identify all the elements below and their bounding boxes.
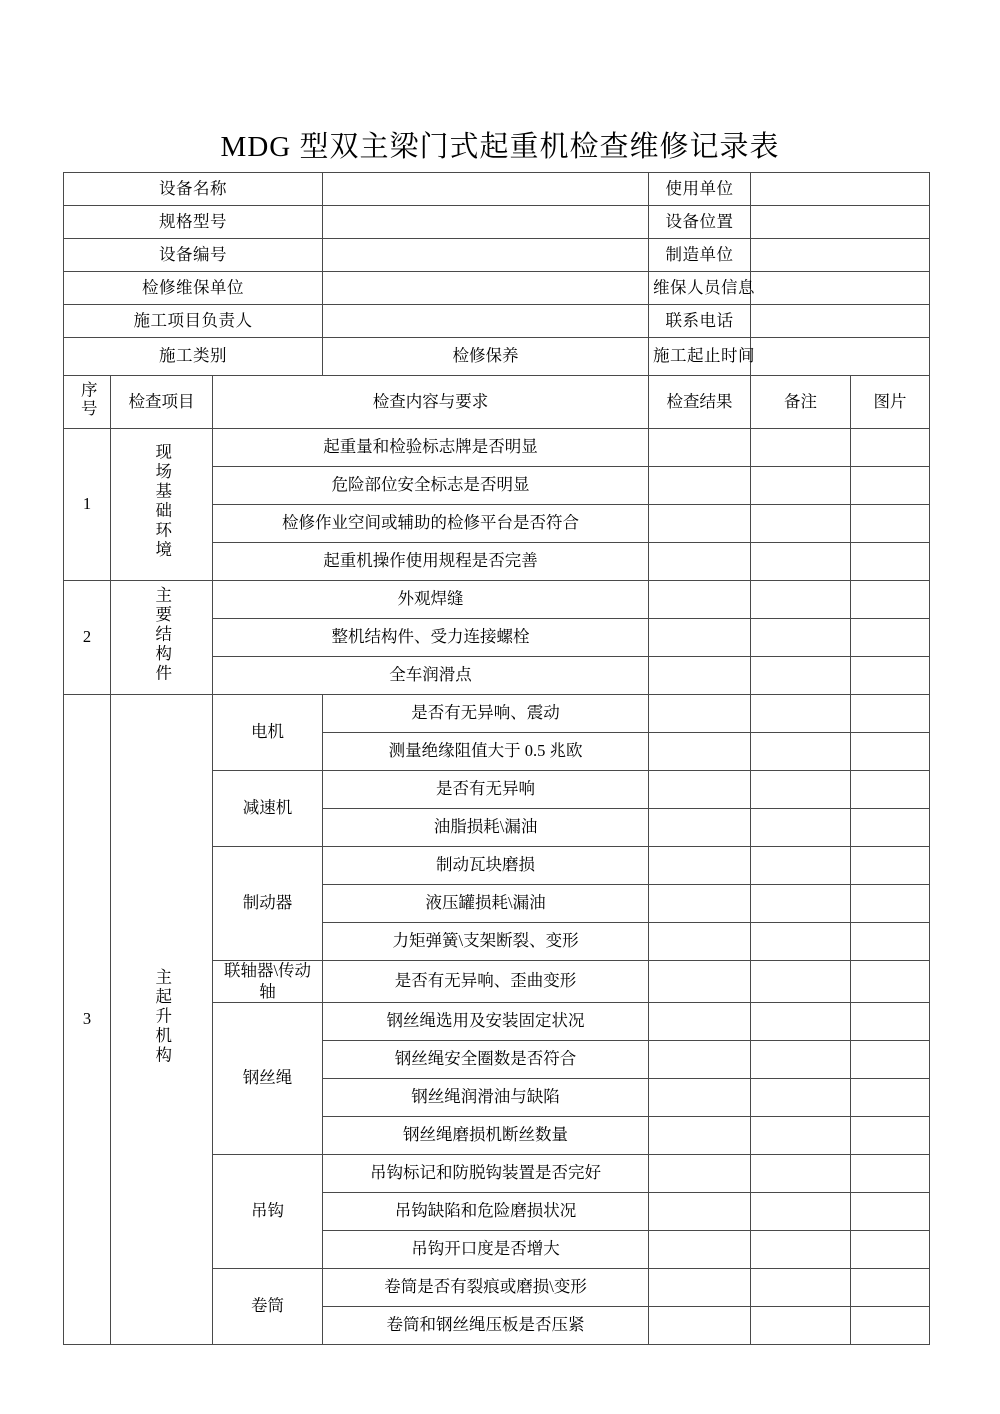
inspection-remark-cell[interactable] <box>751 1231 851 1269</box>
inspection-result-cell[interactable] <box>649 885 751 923</box>
inspection-result-cell[interactable] <box>649 1307 751 1345</box>
meta-label-right: 设备位置 <box>649 206 751 239</box>
column-header-remark: 备注 <box>751 376 851 429</box>
inspection-content: 起重量和检验标志牌是否明显 <box>213 429 649 467</box>
inspection-result-cell[interactable] <box>649 809 751 847</box>
inspection-result-cell[interactable] <box>649 1079 751 1117</box>
inspection-content: 吊钩缺陷和危险磨损状况 <box>323 1193 649 1231</box>
inspection-photo-cell[interactable] <box>851 1231 930 1269</box>
inspection-result-cell[interactable] <box>649 1041 751 1079</box>
inspection-result-cell[interactable] <box>649 771 751 809</box>
section-index: 2 <box>64 581 111 695</box>
inspection-remark-cell[interactable] <box>751 619 851 657</box>
meta-value-right[interactable] <box>751 239 930 272</box>
column-header-result: 检查结果 <box>649 376 751 429</box>
meta-label-left: 施工项目负责人 <box>64 305 323 338</box>
inspection-remark-cell[interactable] <box>751 733 851 771</box>
inspection-content: 钢丝绳磨损机断丝数量 <box>323 1117 649 1155</box>
inspection-photo-cell[interactable] <box>851 1269 930 1307</box>
meta-row <box>64 239 930 272</box>
subgroup-name: 吊钩 <box>213 1155 323 1269</box>
inspection-content: 卷筒是否有裂痕或磨损\变形 <box>323 1269 649 1307</box>
inspection-result-cell[interactable] <box>649 467 751 505</box>
inspection-photo-cell[interactable] <box>851 733 930 771</box>
inspection-result-cell[interactable] <box>649 1231 751 1269</box>
inspection-photo-cell[interactable] <box>851 1307 930 1345</box>
meta-label-left: 设备编号 <box>64 239 323 272</box>
inspection-photo-cell[interactable] <box>851 847 930 885</box>
section-name-label: 现场基础环境 <box>152 443 172 561</box>
inspection-content: 吊钩标记和防脱钩装置是否完好 <box>323 1155 649 1193</box>
page-title: MDG 型双主梁门式起重机检查维修记录表 <box>220 131 780 163</box>
meta-value-left[interactable] <box>323 272 649 305</box>
inspection-remark-cell[interactable] <box>751 923 851 961</box>
inspection-content: 危险部位安全标志是否明显 <box>213 467 649 505</box>
inspection-content: 是否有无异响 <box>323 771 649 809</box>
column-header-item: 检查项目 <box>111 376 213 429</box>
inspection-remark-cell[interactable] <box>751 543 851 581</box>
meta-value-right[interactable] <box>751 272 930 305</box>
inspection-photo-cell[interactable] <box>851 657 930 695</box>
inspection-content: 是否有无异响、歪曲变形 <box>323 961 649 1003</box>
inspection-result-cell[interactable] <box>649 1155 751 1193</box>
inspection-photo-cell[interactable] <box>851 771 930 809</box>
inspection-content: 卷筒和钢丝绳压板是否压紧 <box>323 1307 649 1345</box>
inspection-result-cell[interactable] <box>649 1117 751 1155</box>
meta-value-right[interactable] <box>751 305 930 338</box>
inspection-result-cell[interactable] <box>649 429 751 467</box>
inspection-result-cell[interactable] <box>649 961 751 1003</box>
inspection-photo-cell[interactable] <box>851 467 930 505</box>
section-name-label: 主起升机构 <box>152 968 172 1066</box>
meta-label-left: 检修维保单位 <box>64 272 323 305</box>
section-name <box>111 581 213 695</box>
inspection-remark-cell[interactable] <box>751 1041 851 1079</box>
inspection-photo-cell[interactable] <box>851 1003 930 1041</box>
inspection-content: 钢丝绳润滑油与缺陷 <box>323 1079 649 1117</box>
inspection-content: 整机结构件、受力连接螺栓 <box>213 619 649 657</box>
inspection-photo-cell[interactable] <box>851 619 930 657</box>
inspection-remark-cell[interactable] <box>751 467 851 505</box>
column-header-content: 检查内容与要求 <box>213 376 649 429</box>
subgroup-name: 电机 <box>213 695 323 771</box>
inspection-remark-cell[interactable] <box>751 961 851 1003</box>
meta-value-right[interactable] <box>751 206 930 239</box>
inspection-remark-cell[interactable] <box>751 1155 851 1193</box>
inspection-photo-cell[interactable] <box>851 1117 930 1155</box>
inspection-result-cell[interactable] <box>649 733 751 771</box>
meta-value-left[interactable] <box>323 173 649 206</box>
inspection-content: 是否有无异响、震动 <box>323 695 649 733</box>
inspection-remark-cell[interactable] <box>751 581 851 619</box>
inspection-content: 全车润滑点 <box>213 657 649 695</box>
inspection-content: 油脂损耗\漏油 <box>323 809 649 847</box>
inspection-content: 外观焊缝 <box>213 581 649 619</box>
inspection-photo-cell[interactable] <box>851 581 930 619</box>
inspection-content: 测量绝缘阻值大于 0.5 兆欧 <box>323 733 649 771</box>
inspection-remark-cell[interactable] <box>751 1193 851 1231</box>
inspection-photo-cell[interactable] <box>851 1193 930 1231</box>
inspection-record-table <box>63 172 930 1345</box>
inspection-result-cell[interactable] <box>649 1269 751 1307</box>
column-header-index <box>64 376 111 429</box>
inspection-photo-cell[interactable] <box>851 543 930 581</box>
subgroup-name: 联轴器\传动轴 <box>213 961 323 1003</box>
meta-row <box>64 173 930 206</box>
section-name <box>111 695 213 1345</box>
meta-row <box>64 305 930 338</box>
meta-value-left[interactable] <box>323 206 649 239</box>
meta-label-right: 使用单位 <box>649 173 751 206</box>
inspection-photo-cell[interactable] <box>851 923 930 961</box>
inspection-remark-cell[interactable] <box>751 657 851 695</box>
table-row <box>64 429 930 467</box>
meta-value-right[interactable] <box>751 173 930 206</box>
meta-row <box>64 206 930 239</box>
meta-label-left: 规格型号 <box>64 206 323 239</box>
meta-label-left: 施工类别 <box>64 338 323 376</box>
inspection-remark-cell[interactable] <box>751 505 851 543</box>
inspection-photo-cell[interactable] <box>851 429 930 467</box>
inspection-content: 钢丝绳选用及安装固定状况 <box>323 1003 649 1041</box>
inspection-photo-cell[interactable] <box>851 809 930 847</box>
inspection-photo-cell[interactable] <box>851 961 930 1003</box>
inspection-remark-cell[interactable] <box>751 885 851 923</box>
inspection-photo-cell[interactable] <box>851 695 930 733</box>
inspection-result-cell[interactable] <box>649 1193 751 1231</box>
inspection-result-cell[interactable] <box>649 619 751 657</box>
inspection-photo-cell[interactable] <box>851 505 930 543</box>
inspection-result-cell[interactable] <box>649 1003 751 1041</box>
meta-label-right: 维保人员信息 <box>649 272 751 305</box>
column-header-photo: 图片 <box>851 376 930 429</box>
table-row <box>64 581 930 619</box>
inspection-photo-cell[interactable] <box>851 885 930 923</box>
inspection-result-cell[interactable] <box>649 581 751 619</box>
inspection-content: 吊钩开口度是否增大 <box>323 1231 649 1269</box>
meta-label-left: 设备名称 <box>64 173 323 206</box>
meta-label-right: 联系电话 <box>649 305 751 338</box>
subgroup-name: 钢丝绳 <box>213 1003 323 1155</box>
meta-row <box>64 272 930 305</box>
inspection-result-cell[interactable] <box>649 695 751 733</box>
inspection-remark-cell[interactable] <box>751 1307 851 1345</box>
inspection-result-cell[interactable] <box>649 847 751 885</box>
meta-value-right[interactable] <box>751 338 930 376</box>
inspection-photo-cell[interactable] <box>851 1155 930 1193</box>
inspection-remark-cell[interactable] <box>751 1117 851 1155</box>
section-name-label: 主要结构件 <box>152 585 172 684</box>
inspection-result-cell[interactable] <box>649 657 751 695</box>
inspection-remark-cell[interactable] <box>751 847 851 885</box>
meta-label-right: 施工起止时间 <box>649 338 751 376</box>
inspection-photo-cell[interactable] <box>851 1041 930 1079</box>
meta-value-left[interactable]: 检修保养 <box>323 338 649 376</box>
subgroup-name: 制动器 <box>213 847 323 961</box>
inspection-content: 液压罐损耗\漏油 <box>323 885 649 923</box>
inspection-photo-cell[interactable] <box>851 1079 930 1117</box>
table-row <box>64 695 930 733</box>
inspection-remark-cell[interactable] <box>751 1269 851 1307</box>
inspection-remark-cell[interactable] <box>751 809 851 847</box>
inspection-remark-cell[interactable] <box>751 1003 851 1041</box>
section-index: 1 <box>64 429 111 581</box>
inspection-content: 制动瓦块磨损 <box>323 847 649 885</box>
section-name <box>111 429 213 581</box>
inspection-content: 检修作业空间或辅助的检修平台是否符合 <box>213 505 649 543</box>
column-header-index-label: 序号 <box>78 380 98 418</box>
inspection-content: 力矩弹簧\支架断裂、变形 <box>323 923 649 961</box>
meta-value-left[interactable] <box>323 305 649 338</box>
inspection-result-cell[interactable] <box>649 923 751 961</box>
section-index: 3 <box>64 695 111 1345</box>
meta-row <box>64 338 930 376</box>
inspection-result-cell[interactable] <box>649 505 751 543</box>
inspection-remark-cell[interactable] <box>751 695 851 733</box>
inspection-remark-cell[interactable] <box>751 429 851 467</box>
inspection-content: 起重机操作使用规程是否完善 <box>213 543 649 581</box>
inspection-result-cell[interactable] <box>649 543 751 581</box>
meta-value-left[interactable] <box>323 239 649 272</box>
meta-label-right: 制造单位 <box>649 239 751 272</box>
subgroup-name: 卷筒 <box>213 1269 323 1345</box>
subgroup-name: 减速机 <box>213 771 323 847</box>
inspection-content: 钢丝绳安全圈数是否符合 <box>323 1041 649 1079</box>
inspection-remark-cell[interactable] <box>751 771 851 809</box>
column-header-row <box>64 376 930 429</box>
inspection-remark-cell[interactable] <box>751 1079 851 1117</box>
